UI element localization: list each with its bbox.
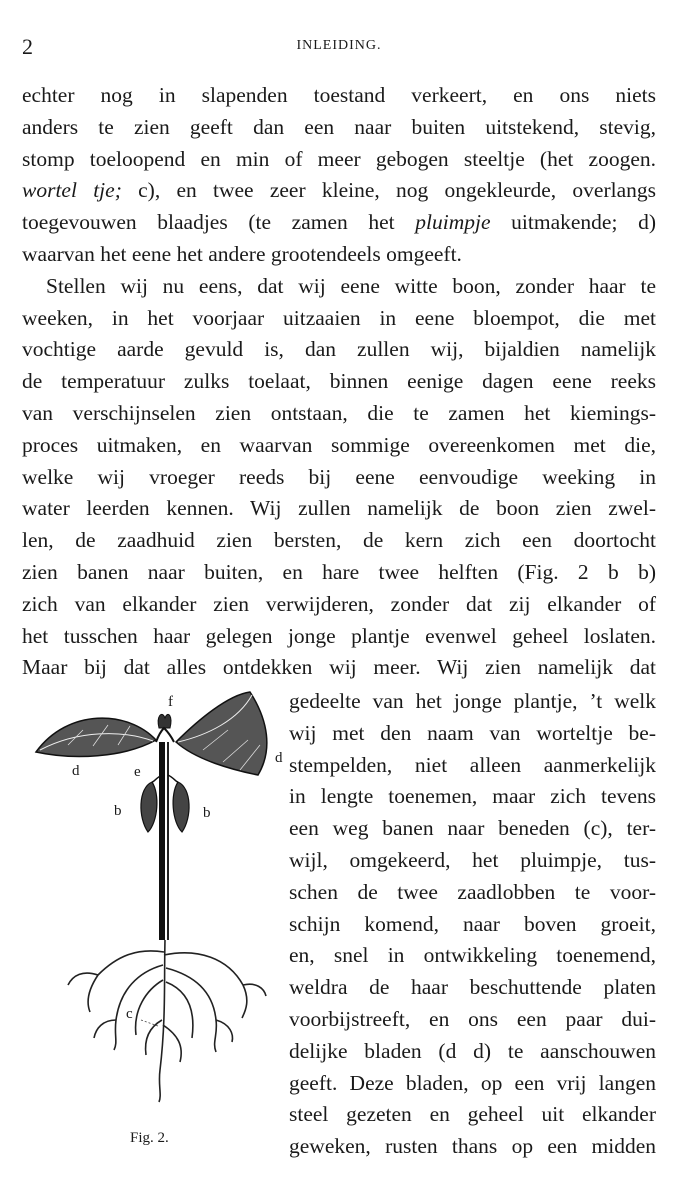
text-line: stomp toeloopend en min of meer gebogen steeltje (het zoogen. [22,146,656,171]
label-e: e [134,764,141,780]
text-line: zien banen naar buiten, en hare twee helften (Fig. 2 b b) [22,559,656,584]
text-line: water leerden kennen. Wij zullen namelijk de boon zien zwel- [22,496,656,521]
paragraph-start-line: Stellen wij nu eens, dat wij eene witte boon, zonder haar te [46,273,656,298]
text-line: steel gezeten en geheel uit elkander [289,1102,656,1127]
seedling-illustration [28,690,283,1110]
running-head: INLEIDING. [296,38,382,53]
label-d-right: d [275,750,283,766]
right-leaf [176,692,267,775]
text-line: in lengte toenemen, maar zich tevens [289,784,656,809]
text-line: schijn komend, naar boven groeit, [289,911,656,936]
text-line: wij met den naam van worteltje be- [289,720,656,745]
body-text [22,80,656,684]
cotyledon-left [141,782,157,832]
seedling-figure [28,690,283,1110]
text-line: een weg banen naar beneden (c), ter- [289,816,656,841]
wrapped-text-column [289,686,656,1163]
text-line: en, snel in ontwikkeling toenemend, [289,943,656,968]
plumule [156,714,174,742]
label-b-right: b [203,805,211,821]
text-line: welke wij vroeger reeds bij eene eenvoudige weeking in [22,464,656,489]
text-line: stempelden, niet alleen aanmerkelijk [289,752,656,777]
stem [152,742,178,940]
text-line: geweken, rusten thans op een midden [289,1134,656,1159]
text-line: voorbijstreeft, en ons een paar dui- [289,1006,656,1031]
text-line [22,175,656,207]
label-d-left: d [72,763,80,779]
text-line: zich van elkander zien verwijderen, zonder dat zij elkander of [22,591,656,616]
text-line [22,207,656,239]
text-line: gedeelte van het jonge plantje, ’t welk [289,689,656,713]
root-system [68,940,266,1102]
text-line: schen de twee zaadlobben te voor- [289,879,656,904]
text-line: weldra de haar beschuttende platen [289,975,656,1000]
text-line: het tusschen haar gelegen jonge plantje evenwel geheel loslaten. [22,623,656,648]
text-line: weeken, in het voorjaar uitzaaien in eene bloempot, die met [22,305,656,330]
left-leaf [36,718,156,756]
text-line: vochtige aarde gevuld is, dan zullen wij, bijaldien namelijk [22,337,656,362]
text-line: proces uitmaken, en waarvan sommige overeenkomen met die, [22,432,656,457]
text-line: delijke bladen (d d) te aanschouwen [289,1038,656,1063]
text-fragment: c), en twee zeer kleine, nog ongekleurde, overlangs [121,178,656,203]
cotyledon-right [173,782,189,832]
page-header [22,34,656,58]
italic-term-pluimpje: pluimpje [415,210,491,235]
text-line: anders te zien geeft dan een naar buiten uitstekend, stevig, [22,114,656,139]
label-b-left: b [114,803,122,819]
text-line: Maar bij dat alles ontdekken wij meer. Wij zien namelijk dat [22,655,656,680]
label-f: f [168,694,173,710]
text-line: echter nog in slapenden toestand verkeert, en ons niets [22,83,656,107]
italic-term-worteltje: wortel tje; [22,178,122,203]
page-number: 2 [22,34,33,59]
text-line: len, de zaadhuid zien bersten, de kern zich een doortocht [22,528,656,553]
text-line: geeft. Deze bladen, op een vrij langen [289,1070,656,1095]
text-line: wijl, omgekeerd, het pluimpje, tus- [289,847,656,872]
figure-caption: Fig. 2. [130,1130,169,1146]
text-line: van verschijnselen zien ontstaan, die te zamen het kiemings- [22,400,656,425]
label-c: c [126,1006,133,1022]
text-line: de temperatuur zulks toelaat, binnen eenige dagen eene reeks [22,369,656,394]
text-fragment: uitmakende; d) [490,210,656,235]
text-fragment: toegevouwen blaadjes (te zamen het [22,210,416,235]
text-line: waarvan het eene het andere grootendeels omgeeft. [22,241,462,266]
